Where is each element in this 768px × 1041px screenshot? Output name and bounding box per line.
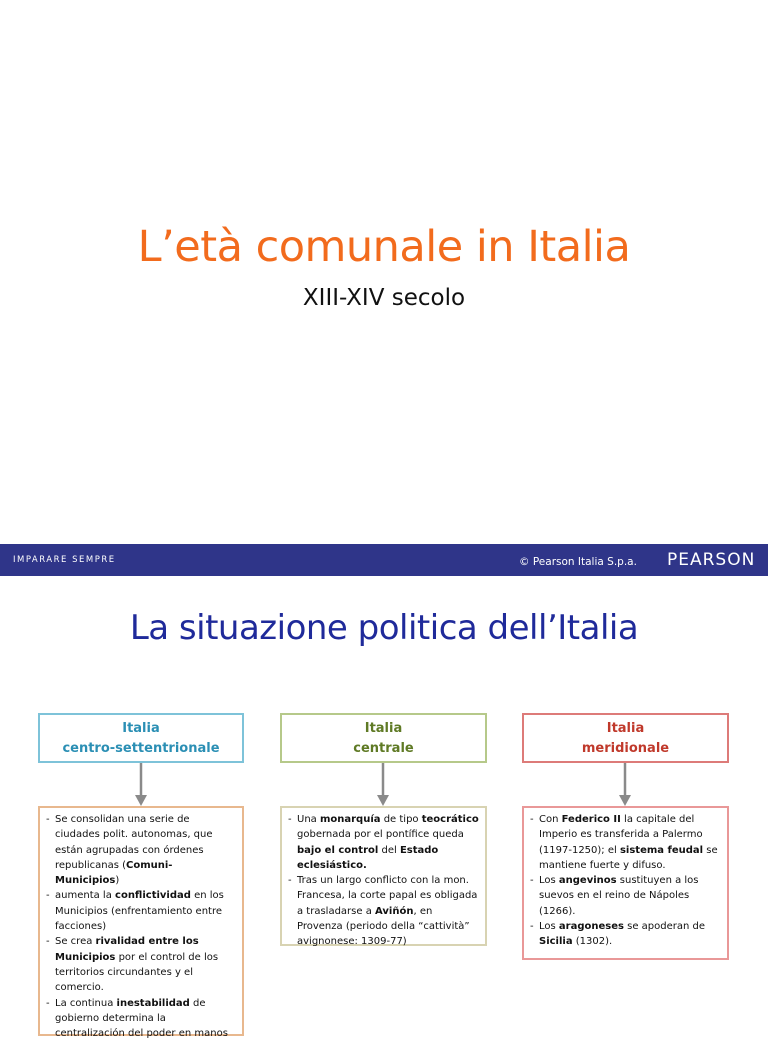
bold-text: Comuni-Municipios — [55, 859, 173, 887]
region-heading-center — [280, 713, 487, 763]
pearson-logo: PEARSON — [667, 550, 756, 570]
region-text-south — [522, 806, 729, 960]
region-heading-south — [522, 713, 729, 763]
region-text-center — [280, 806, 487, 946]
bullet-item — [530, 812, 721, 873]
text-run: se mantiene fuerte y difuso. — [539, 844, 718, 871]
text-run: Tras un largo conflicto con la mon. Francesa, la corte papal es obligada a trasladarse a — [297, 875, 478, 917]
bullet-item — [46, 996, 236, 1041]
bold-text: Estado eclesiástico. — [297, 844, 439, 871]
text-run: Se consolidan una serie de ciudades polit. autonomas, que están agrupadas con órdenes republicanas ( — [55, 814, 213, 871]
bold-text: conflictividad — [115, 890, 191, 902]
bold-text: inestabilidad — [116, 997, 190, 1009]
bullet-list — [46, 812, 236, 1041]
region-heading-line1: Italia — [364, 721, 403, 736]
bold-text: Sicilia — [539, 936, 573, 948]
text-run: en los Municipios (enfrentamiento entre facciones) — [55, 890, 224, 933]
bullet-item — [530, 873, 721, 919]
bullet-item — [46, 812, 236, 888]
text-run: , en Provenza (periodo della “cattività” avignonese: 1309-77) — [297, 905, 470, 948]
text-run: Los — [539, 875, 559, 887]
text-run: se apoderan de — [623, 921, 706, 933]
region-heading-line1: Italia — [122, 721, 160, 736]
text-run: gobernada por el pontífice queda — [297, 829, 464, 841]
region-heading-line2: centrale — [353, 741, 414, 756]
slide-subtitle: XIII-XIV secolo — [302, 285, 466, 311]
bold-text: monarquía — [319, 814, 381, 825]
content-slide — [0, 576, 768, 1040]
region-heading-line1: Italia — [606, 721, 645, 736]
bullet-item — [288, 873, 479, 949]
text-run: del — [378, 844, 400, 856]
text-run: aumenta la — [55, 890, 116, 902]
footer-slogan: IMPARARE SEMPRE — [13, 555, 116, 565]
bullet-item — [288, 812, 479, 873]
text-run: ) — [115, 875, 120, 887]
text-run: Se crea — [55, 936, 96, 948]
region-heading-line2: meridionale — [581, 741, 670, 756]
bold-text: Federico II — [561, 814, 621, 825]
bold-text: aragoneses — [558, 921, 624, 933]
arrow-down-icon — [134, 763, 148, 807]
text-run: Con — [539, 814, 562, 825]
region-text-north — [38, 806, 244, 1040]
slide-title: L’età comunale in Italia — [137, 222, 631, 272]
bold-text: teocrático — [421, 814, 479, 825]
bold-text: angevinos — [558, 875, 617, 887]
region-heading-north — [38, 713, 244, 763]
bullet-item — [46, 934, 236, 995]
text-run: la capitale del Imperio es transferida a Palermo (1197-1250); el — [539, 814, 703, 856]
text-run: por el control de los territorios circundantes y el comercio. — [55, 951, 219, 994]
arrow-down-icon — [618, 763, 632, 807]
arrow-down-icon — [376, 763, 390, 807]
region-heading-line2: centro-settentrionale — [62, 741, 220, 756]
text-run: de gobierno determina la centralización del poder en manos — [55, 997, 228, 1040]
footer-copyright: © Pearson Italia S.p.a. — [519, 556, 637, 568]
bullet-list — [530, 812, 721, 950]
bold-text: sistema feudal — [619, 844, 704, 856]
text-run: de tipo — [380, 814, 422, 825]
bold-text: Aviñón — [375, 905, 414, 917]
bullet-item — [46, 888, 236, 934]
text-run: (1302). — [572, 936, 613, 948]
slide-title: La situazione politica dell’Italia — [129, 608, 639, 648]
footer-bar — [0, 544, 768, 576]
text-run: Una — [297, 814, 320, 825]
text-run: Los — [539, 921, 559, 933]
bullet-list — [288, 812, 479, 950]
bold-text: rivalidad entre los Municipios — [55, 936, 199, 963]
text-run: La continua — [55, 997, 117, 1009]
text-run: sustituyen a los suevos en el reino de Nápoles (1266). — [539, 875, 699, 917]
bold-text: bajo el control — [297, 844, 379, 856]
bullet-item — [530, 919, 721, 950]
